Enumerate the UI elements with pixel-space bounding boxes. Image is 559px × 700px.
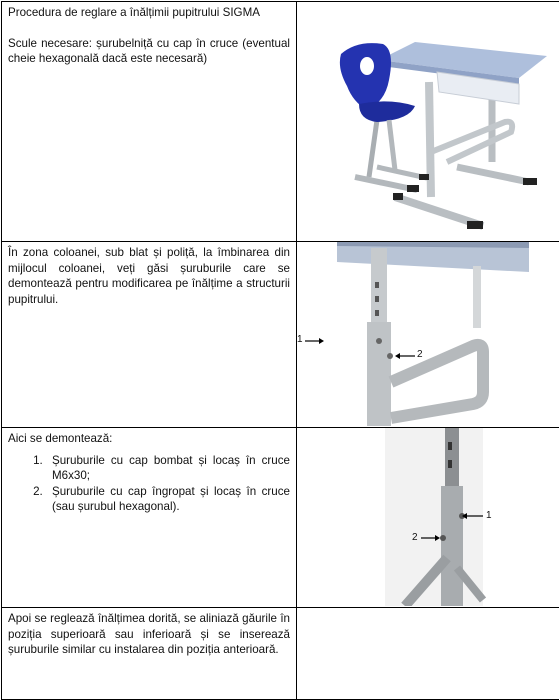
screws-photo-cell [297,428,559,608]
desk-and-chair-photo [297,2,559,240]
column-photo-cell [297,242,559,428]
document-title: Procedura de reglare a înălțimii pupitrului SIGMA [8,6,260,19]
intro-cell [2,2,297,242]
table-row [2,608,559,700]
adjustment-text: Apoi se reglează înălțimea dorită, se aliniază găurile în poziția superioară sau inferioară și se inserează șuruburile similar cu instalarea din poziția anterioară. [8,612,290,656]
table-row [2,428,559,608]
tools-text: Scule necesare: șurubelniță cu cap în cruce (eventual cheie hexagonală dacă este necesară) [8,36,290,65]
adjustment-cell [2,608,297,700]
screw-2-label: 2 [417,349,423,360]
disassembly-cell [2,428,297,608]
screw-1-label: 1 [297,334,303,345]
desk-photo-cell [297,2,559,242]
table-row [2,2,559,242]
location-cell [2,242,297,428]
column-joint-photo [297,242,559,426]
screw-list [8,453,290,515]
empty-cell [297,608,559,700]
location-text: În zona coloanei, sub blat și poliță, la îmbinarea din mijlocul coloanei, veți găsi șuruburile care se demontează pentru modificarea pe înălțime a structurii pupitrului. [8,246,290,306]
list-item: 1. Șuruburile cu cap bombat și locaș în cruce M6x30; [46,453,290,484]
screws-closeup-photo [297,428,559,606]
screw-2-label: 2 [412,532,418,543]
procedure-table [1,1,559,700]
table-row [2,242,559,428]
screw-1-label: 1 [486,510,492,521]
disassembly-intro: Aici se demontează: [8,432,113,445]
list-item: 2. Șuruburile cu cap îngropat și locaș în cruce (sau șurubul hexagonal). [46,484,290,515]
